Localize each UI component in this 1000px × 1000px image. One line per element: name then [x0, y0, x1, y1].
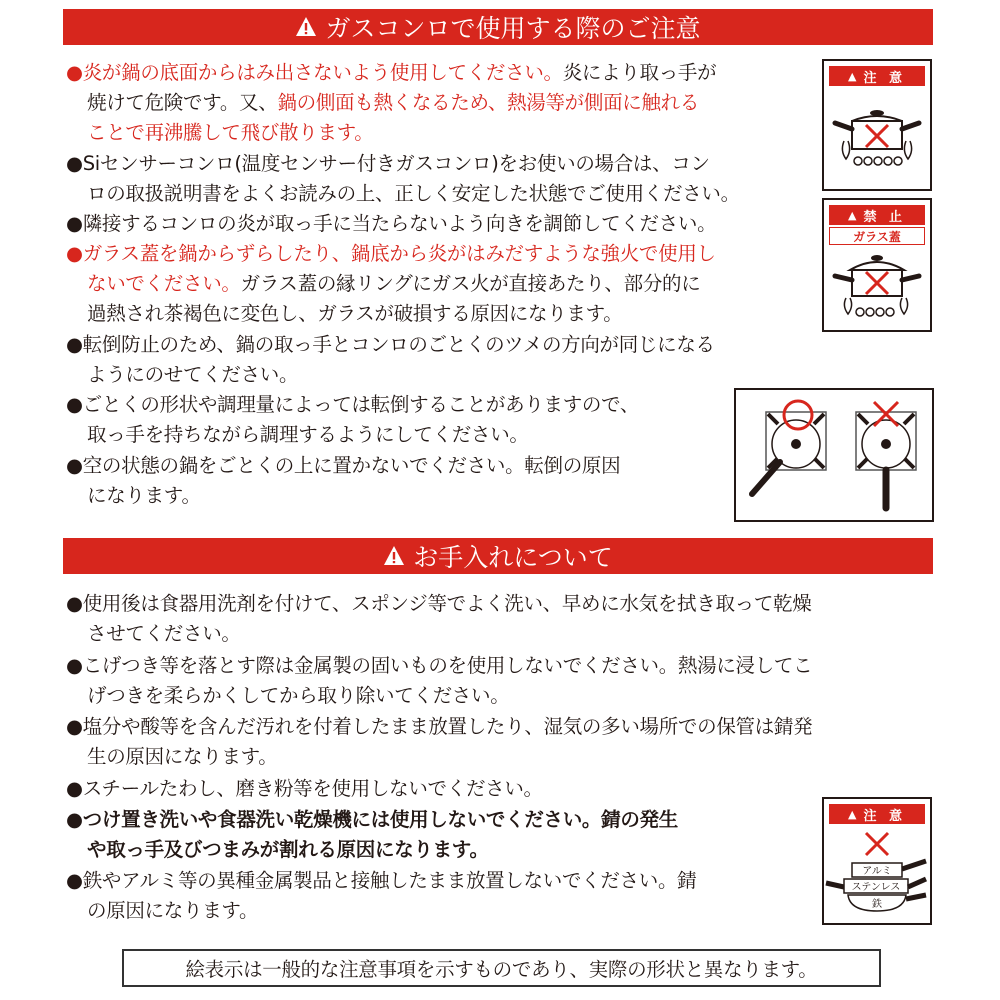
section-title: お手入れについて [413, 543, 613, 572]
list-item-line [66, 58, 716, 88]
list-item [66, 149, 740, 209]
text-segment: Siセンサーコンロ(温度センサー付きガスコンロ)をお使いの場合は、コン [82, 151, 710, 175]
text-segment: ガラス蓋を鍋からずらしたり、鍋底から炎がはみだすような強火で使用し [82, 242, 716, 266]
text-segment: スチールたわし、磨き粉等を使用しないでください。 [82, 776, 543, 800]
text-segment: させてください。 [87, 622, 241, 645]
text-segment: 使用後は食器用洗剤を付けて、スポンジ等でよく洗い、早めに水気を拭き取って乾燥 [82, 592, 812, 615]
text-segment: 焼けて危険です。又、 [87, 91, 278, 114]
text-segment: 過熱され茶褐色に変色し、ガラスが破損する原因になります。 [87, 302, 623, 326]
stacked-pans-icon [824, 827, 930, 921]
bullet-icon: ● [66, 869, 83, 893]
text-segment: や取っ手及びつまみが割れる原因になります。 [87, 837, 489, 861]
text-segment: ガラス蓋の縁リングにガス火が直接あたり、部分的に [240, 272, 701, 296]
list-item [66, 589, 811, 649]
list-item-line [66, 742, 812, 772]
text-segment: つけ置き洗いや食器洗い乾燥機には使用しないでください。錆の発生 [82, 807, 678, 831]
text-segment: 炎が鍋の底面からはみ出さないよう使用してください。 [82, 61, 563, 84]
bullet-icon: ● [66, 592, 83, 615]
caution-sign-flame-overflow [822, 59, 932, 191]
list-item-line [66, 619, 811, 649]
bullet-icon: ● [66, 212, 83, 235]
trivet-orientation-diagram [734, 388, 934, 522]
warning-triangle-icon [295, 16, 317, 38]
text-segment: になります。 [87, 483, 201, 507]
prohibited-sign-glass-lid [822, 198, 932, 332]
list-item [66, 209, 716, 239]
list-item-line [66, 712, 812, 742]
text-segment: 生の原因になります。 [87, 745, 278, 769]
warning-triangle-icon [383, 545, 405, 567]
list-item-line [66, 774, 543, 804]
list-item [66, 866, 696, 926]
list-item-line [66, 360, 715, 390]
list-item-line [66, 835, 678, 865]
text-segment: こげつき等を落とす際は金属製の固いものを使用しないでください。熱湯に浸してこ [82, 653, 813, 677]
bullet-icon: ● [66, 332, 83, 356]
bullet-icon: ● [66, 653, 83, 677]
list-item [66, 651, 812, 711]
bullet-icon: ● [66, 776, 83, 800]
text-segment: 鍋の側面も熱くなるため、熱湯等が側面に触れる [277, 91, 700, 114]
sign-header: ▲ 注 意 [829, 804, 925, 824]
list-item [66, 451, 620, 511]
list-item-line [66, 805, 678, 835]
text-segment: 鉄やアルミ等の異種金属製品と接触したまま放置しないでください。錆 [82, 869, 697, 893]
svg-text:鉄: 鉄 [872, 899, 882, 910]
list-item-line [66, 239, 716, 269]
list-item-line [66, 451, 620, 481]
list-item [66, 239, 716, 329]
text-segment: 炎により取っ手が [562, 61, 717, 84]
bullet-icon: ● [66, 453, 83, 477]
sign-header: ▲ 注 意 [829, 66, 925, 86]
list-item [66, 805, 678, 865]
list-item [66, 712, 812, 772]
list-item-line [66, 209, 716, 239]
list-item-line [66, 179, 740, 209]
text-segment: 隣接するコンロの炎が取っ手に当たらないよう向きを調節してください。 [82, 212, 717, 235]
text-segment: げつきを柔らかくしてから取り除いてください。 [87, 683, 510, 707]
sign-header: ▲ 禁 止 [829, 205, 925, 225]
footer-note: 絵表示は一般的な注意事項を示すものであり、実際の形状と異なります。 [185, 958, 818, 981]
list-item [66, 330, 715, 390]
section-banner-gas-stove [63, 9, 933, 45]
list-item-line [66, 681, 812, 711]
list-item-line [66, 330, 715, 360]
list-item [66, 58, 716, 148]
list-item-line [66, 896, 696, 926]
list-item [66, 390, 639, 450]
text-segment: の原因になります。 [87, 899, 259, 923]
section-banner-care [63, 538, 933, 574]
list-item-line [66, 299, 716, 329]
list-item-line [66, 149, 740, 179]
bullet-icon: ● [66, 242, 83, 266]
bullet-icon: ● [66, 807, 83, 831]
svg-text:アルミ: アルミ [862, 866, 892, 877]
pot-glass-lid-flame-icon [832, 250, 922, 322]
list-item-line [66, 589, 811, 619]
list-item-line [66, 866, 696, 896]
list-item-line [66, 118, 716, 148]
text-segment: ようにのせてください。 [87, 362, 299, 386]
caution-sign-dissimilar-metals [822, 797, 932, 925]
text-segment: 塩分や酸等を含んだ汚れを付着したまま放置したり、湿気の多い場所での保管は錆発 [82, 715, 813, 739]
list-item-line [66, 390, 639, 420]
text-segment: 取っ手を持ちながら調理するようにしてください。 [87, 423, 529, 447]
list-item-line [66, 269, 716, 299]
text-segment: 空の状態の鍋をごとくの上に置かないでください。転倒の原因 [82, 453, 621, 477]
svg-text:ステンレス: ステンレス [851, 882, 901, 893]
text-segment: ごとくの形状や調理量によっては転倒することがありますので、 [82, 393, 640, 417]
text-segment: ロの取扱説明書をよくお読みの上、正しく安定した状態でご使用ください。 [87, 181, 740, 205]
section-title: ガスコンロで使用する際のご注意 [325, 14, 701, 43]
text-segment: ないでください。 [87, 272, 241, 296]
list-item [66, 774, 543, 804]
list-item-line [66, 651, 812, 681]
list-item-line [66, 481, 620, 511]
bullet-icon: ● [66, 393, 83, 417]
bullet-icon: ● [66, 151, 83, 175]
footer-note-box [122, 949, 881, 987]
pot-flame-overflow-icon [832, 99, 922, 179]
list-item-line [66, 88, 716, 118]
bullet-icon: ● [66, 715, 83, 739]
bullet-icon: ● [66, 61, 83, 84]
text-segment: ことで再沸騰して飛び散ります。 [87, 121, 374, 144]
trivet-handle-direction-icon [736, 390, 932, 520]
text-segment: 転倒防止のため、鍋の取っ手とコンロのごとくのツメの方向が同じになる [82, 332, 715, 356]
list-item-line [66, 420, 639, 450]
sign-subheader: ガラス蓋 [829, 227, 925, 245]
